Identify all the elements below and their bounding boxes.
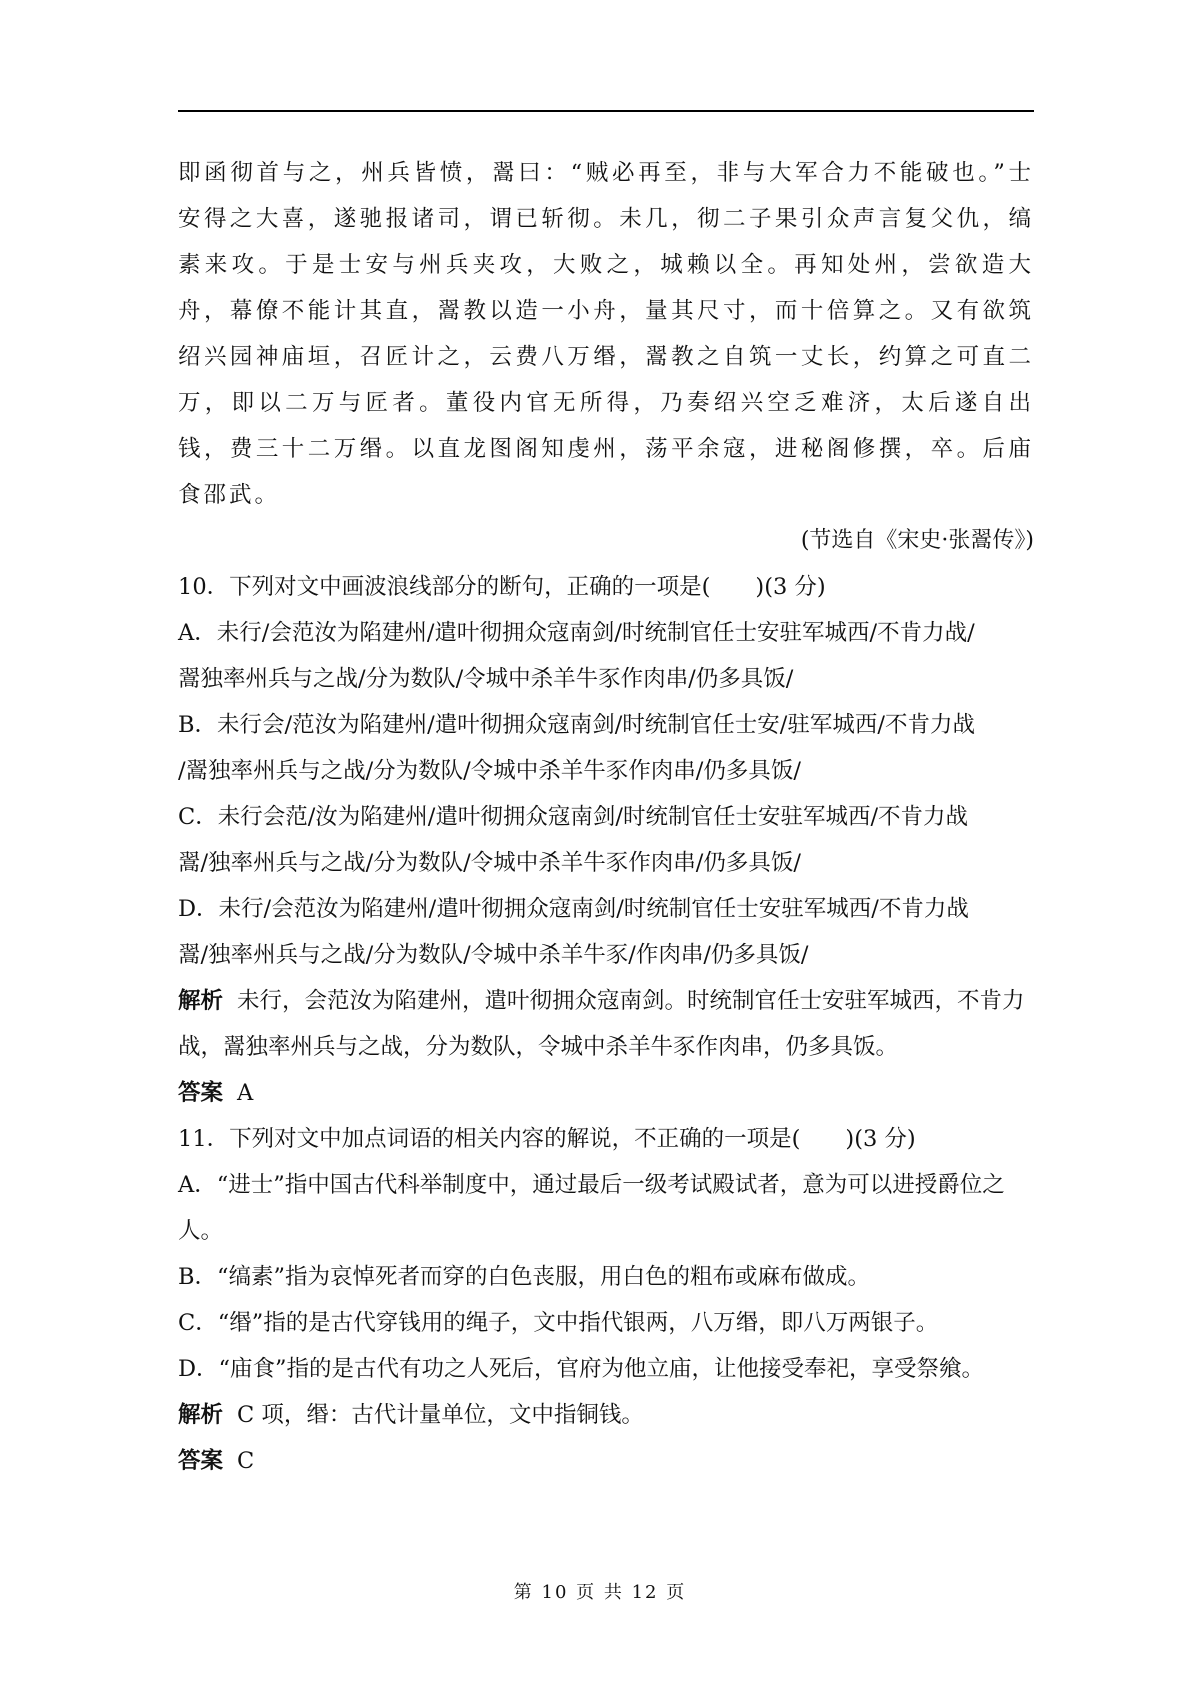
passage-source: (节选自《宋史·张翯传》) — [800, 528, 1034, 553]
header-rule — [178, 110, 1034, 112]
q10-analysis-text: 未行，会范汝为陷建州，遣叶彻拥众寇南剑。时统制官任士安驻军城西，不肯力战，翯独率州兵与之战，分为数队，令城中杀羊牛豕作肉串，仍多具饭。 — [178, 988, 1025, 1060]
q10-analysis-label: 解析 — [178, 988, 224, 1014]
q11-option-c: C．“缗”指的是古代穿钱用的绳子，文中指代银两，八万缗，即八万两银子。 — [178, 1310, 939, 1336]
q10-option-d-line2: 翯/独率州兵与之战/分为数队/令城中杀羊牛豕/作肉串/仍多具饭/ — [178, 942, 809, 968]
q11-answer-label: 答案 — [178, 1448, 224, 1474]
q10-answer — [178, 1070, 1034, 1116]
q10-option-c-line1: C．未行会范/汝为陷建州/遣叶彻拥众寇南剑/时统制官任士安驻军城西/不肯力战 — [178, 804, 969, 830]
q10-option-a-line2: 翯独率州兵与之战/分为数队/令城中杀羊牛豕作肉串/仍多具饭/ — [178, 666, 794, 692]
q10-stem: 10．下列对文中画波浪线部分的断句，正确的一项是( )(3 分) — [178, 574, 826, 600]
q10-option-b-line1: B．未行会/范汝为陷建州/遣叶彻拥众寇南剑/时统制官任士安/驻军城西/不肯力战 — [178, 712, 975, 738]
q10-option-a-line1: A．未行/会范汝为陷建州/遣叶彻拥众寇南剑/时统制官任士安驻军城西/不肯力战/ — [178, 620, 975, 646]
page-content — [178, 150, 1034, 1484]
q11-analysis — [178, 1392, 1034, 1438]
q11-analysis-label: 解析 — [178, 1402, 224, 1428]
q11-stem: 11．下列对文中加点词语的相关内容的解说，不正确的一项是( )(3 分) — [178, 1126, 916, 1152]
q10-answer-value: A — [237, 1080, 254, 1106]
passage-text: 即函彻首与之，州兵皆愤，翯曰：“贼必再至，非与大军合力不能破也。”士安得之大喜，遂驰报诸司，谓已斩彻。未几，彻二子果引众声言复父仇，缟素来攻。于是士安与州兵夹攻，大败之，城赖以全。再知处州，尝欲造大舟，幕僚不能计其直，翯教以造一小舟，量其尺寸，而十倍算之。又有欲筑绍兴园神庙垣，召匠计之，云费八万缗，翯教之自筑一丈长，约算之可直二万，即以二万与匠者。董役内官无所得，乃奏绍兴空乏难济，太后遂自出钱，费三十二万缗。以直龙图阁知虔州，荡平余寇，进秘阁修撰，卒。后庙食邵武。 — [178, 160, 1034, 508]
q11-answer — [178, 1438, 1034, 1484]
q10-option-d-line1: D．未行/会范汝为陷建州/遣叶彻拥众寇南剑/时统制官任士安驻军城西/不肯力战 — [178, 896, 969, 922]
q10-option-c-line2: 翯/独率州兵与之战/分为数队/令城中杀羊牛豕作肉串/仍多具饭/ — [178, 850, 801, 876]
page-footer: 第 10 页 共 12 页 — [513, 1582, 687, 1603]
q10-option-b-line2: /翯独率州兵与之战/分为数队/令城中杀羊牛豕作肉串/仍多具饭/ — [178, 758, 801, 784]
q11-answer-value: C — [237, 1448, 255, 1474]
q11-option-b: B．“缟素”指为哀悼死者而穿的白色丧服，用白色的粗布或麻布做成。 — [178, 1264, 871, 1290]
q10-answer-label: 答案 — [178, 1080, 224, 1106]
q10-analysis — [178, 978, 1034, 1070]
q11-option-a: A．“进士”指中国古代科举制度中，通过最后一级考试殿试者，意为可以进授爵位之人。 — [178, 1172, 1005, 1244]
q11-analysis-text: C 项，缗：古代计量单位，文中指铜钱。 — [237, 1402, 644, 1428]
q11-option-d: D．“庙食”指的是古代有功之人死后，官府为他立庙，让他接受奉祀，享受祭飨。 — [178, 1356, 985, 1382]
